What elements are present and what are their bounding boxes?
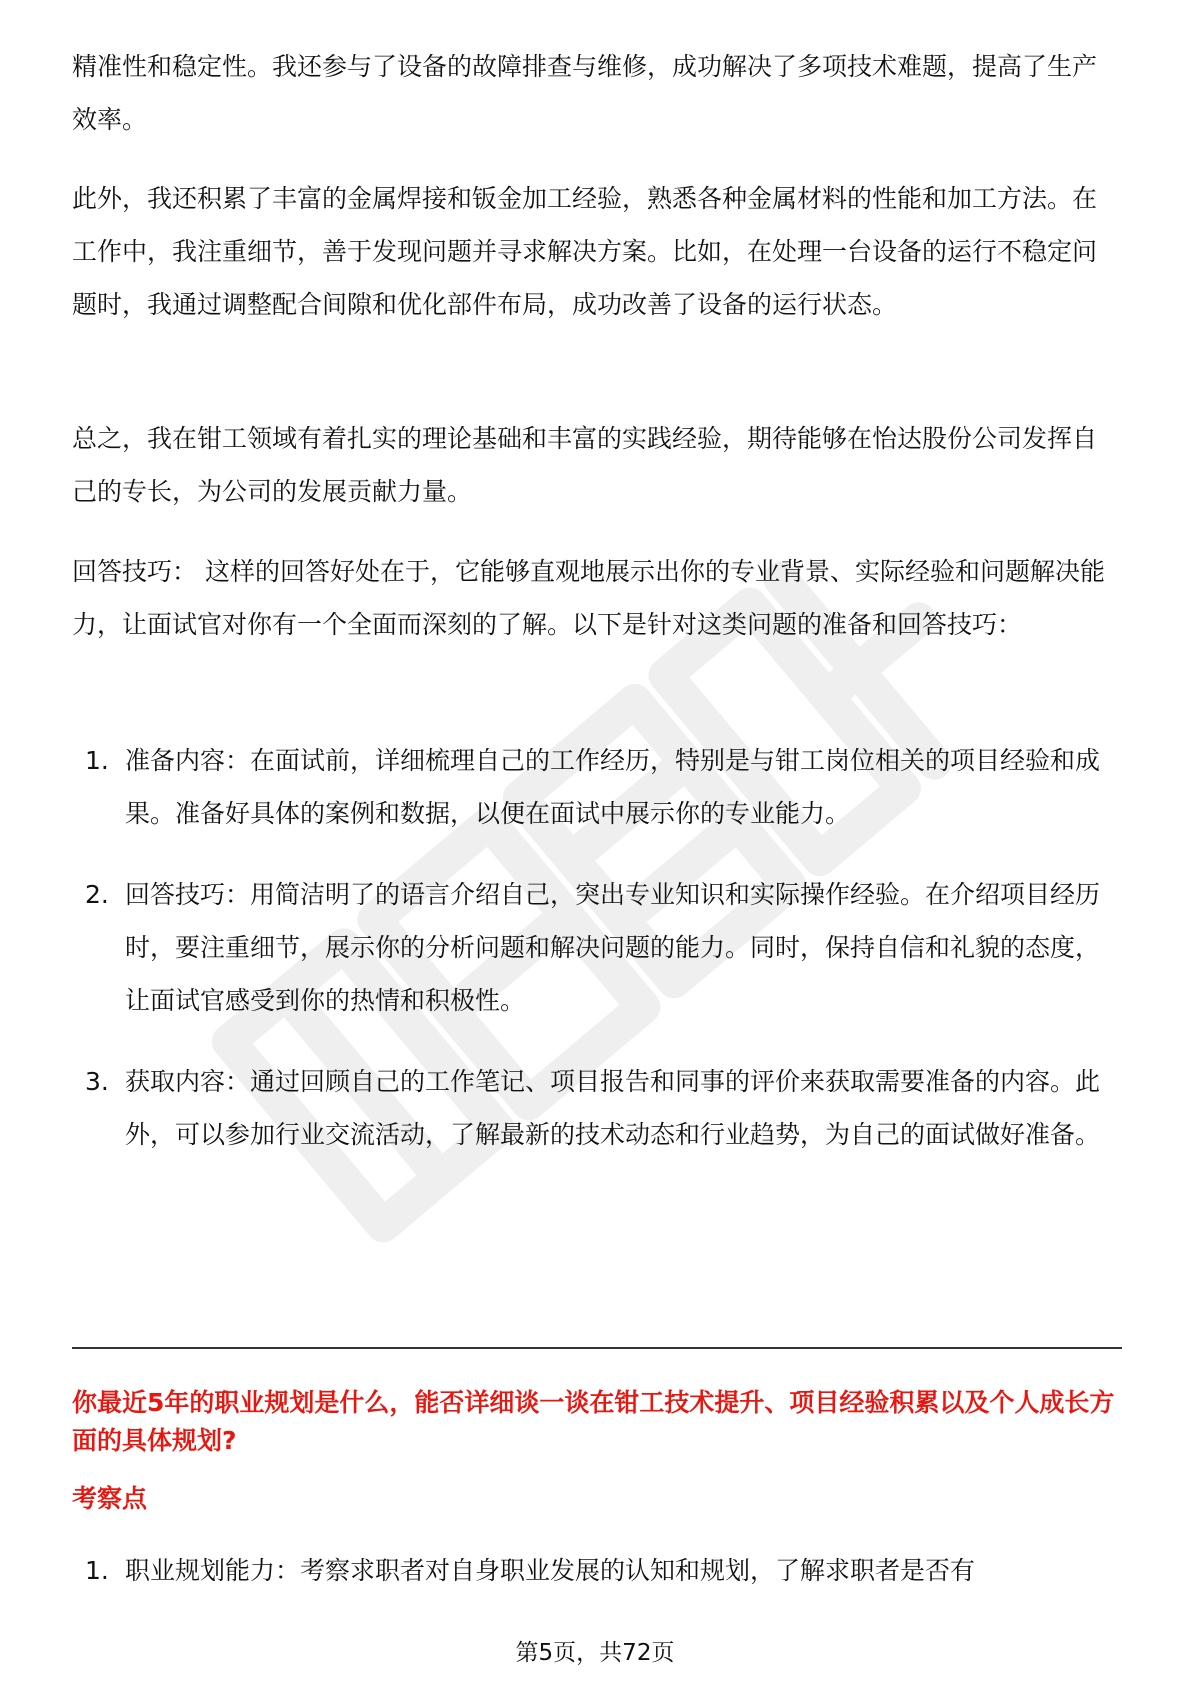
paragraph-summary: 总之，我在钳工领域有着扎实的理论基础和丰富的实践经验，期待能够在怡达股份公司发挥自己的专长，为公司的发展贡献力量。 xyxy=(72,424,1098,506)
list-number: 2. xyxy=(85,880,109,909)
paragraph-continuation: 精准性和稳定性。我还参与了设备的故障排查与维修，成功解决了多项技术难题，提高了生产效率。 xyxy=(72,52,1098,134)
page-footer: 第5页，共72页 xyxy=(515,1640,675,1666)
interview-question: 你最近5年的职业规划是什么，能否详细谈一谈在钳工技术提升、项目经验积累以及个人成长方面的具体规划? xyxy=(72,1388,1115,1455)
list-item-text: 回答技巧：用简洁明了的语言介绍自己，突出专业知识和实际操作经验。在介绍项目经历时，要注重细节，展示你的分析问题和解决问题的能力。同时，保持自信和礼貌的态度，让面试官感受到你的热情和积极性。 xyxy=(125,880,1101,1015)
paragraph-answer-tips: 回答技巧： 这样的回答好处在于，它能够直观地展示出你的专业背景、实际经验和问题解决能力，让面试官对你有一个全面而深刻的了解。以下是针对这类问题的准备和回答技巧： xyxy=(72,557,1105,639)
list-item-text: 准备内容：在面试前，详细梳理自己的工作经历，特别是与钳工岗位相关的项目经验和成果。准备好具体的案例和数据，以便在面试中展示你的专业能力。 xyxy=(125,746,1101,828)
list-item-text: 获取内容：通过回顾自己的工作笔记、项目报告和同事的评价来获取需要准备的内容。此外，可以参加行业交流活动，了解最新的技术动态和行业趋势，为自己的面试做好准备。 xyxy=(125,1067,1101,1149)
paragraph-experience: 此外，我还积累了丰富的金属焊接和钣金加工经验，熟悉各种金属材料的性能和加工方法。在工作中，我注重细节，善于发现问题并寻求解决方案。比如，在处理一台设备的运行不稳定问题时，我通过调整配合间隙和优化部件布局，成功改善了设备的运行状态。 xyxy=(72,184,1098,319)
list-number: 1. xyxy=(85,746,109,775)
list-item-text: 职业规划能力：考察求职者对自身职业发展的认知和规划，了解求职者是否有 xyxy=(125,1556,976,1585)
list-number: 3. xyxy=(85,1067,109,1096)
list-number: 1. xyxy=(85,1556,109,1585)
section-label: 考察点 xyxy=(72,1484,148,1513)
section-divider xyxy=(72,1347,1122,1349)
